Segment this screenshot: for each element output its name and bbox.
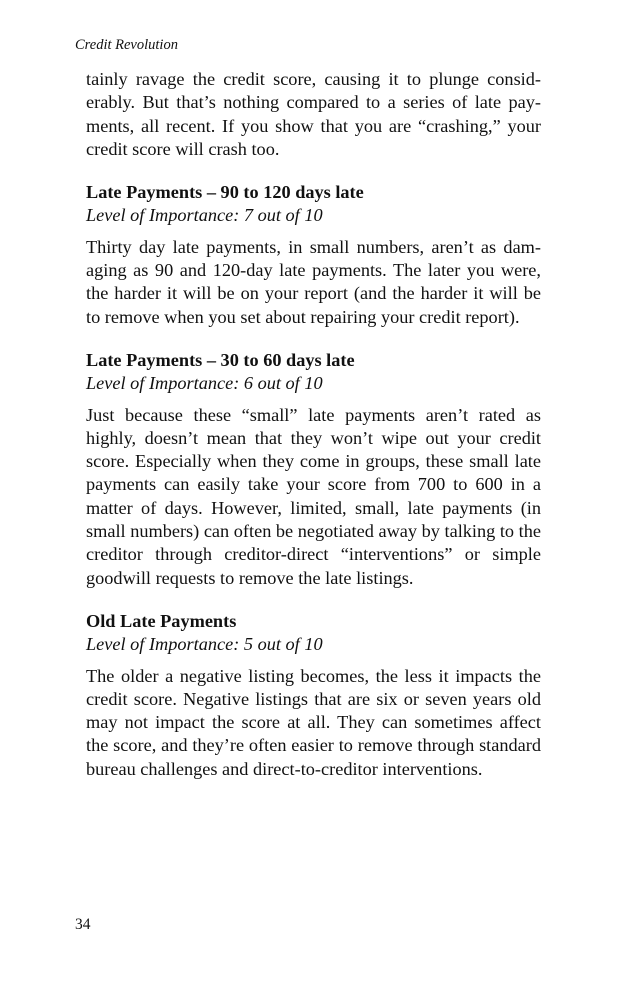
- page-content: [86, 68, 541, 781]
- importance-level: Level of Importance: 5 out of 10: [86, 634, 323, 655]
- running-head: Credit Revolution: [75, 37, 178, 53]
- section-body: Thirty day late payments, in small numbers, aren’t as damaging as 90 and 120-day late payments. The later you were, the harder it will be on your report (and the harder it will be to remove when you set about repairing your credit report).: [86, 236, 541, 327]
- section-old-late-payments: [86, 610, 541, 781]
- importance-level: Level of Importance: 7 out of 10: [86, 205, 323, 226]
- section-late-payments-30-60: [86, 349, 541, 590]
- section-late-payments-90-120: [86, 181, 541, 329]
- section-body: Just because these “small” late payments aren’t rated as highly, doesn’t mean that they won’t wipe out your credit score. Especially when they come in groups, these small late payments can easily take your score from 700 to 600 in a matter of days. However, limited, small, late payments (in small numbers) can often be negotiated away by talking to the creditor through creditor-direct “interventions” or simple goodwill requests to remove the late listings.: [86, 404, 541, 588]
- intro-paragraph: tainly ravage the credit score, causing it to plunge considerably. But that’s nothing compared to a series of late payments, all recent. If you show that you are “crashing,” your credit score will crash too.: [86, 69, 541, 159]
- importance-level: Level of Importance: 6 out of 10: [86, 373, 323, 394]
- section-body: The older a negative listing becomes, the less it impacts the credit score. Negative listings that are six or seven years old may not impact the score at all. They can sometimes affect the score, and they’re often easier to remove through standard bureau challenges and direct-to-creditor interventions.: [86, 665, 541, 779]
- section-heading: Late Payments – 30 to 60 days late: [86, 349, 355, 370]
- section-heading: Old Late Payments: [86, 610, 237, 631]
- page-number: 34: [75, 916, 91, 933]
- section-heading: Late Payments – 90 to 120 days late: [86, 182, 364, 203]
